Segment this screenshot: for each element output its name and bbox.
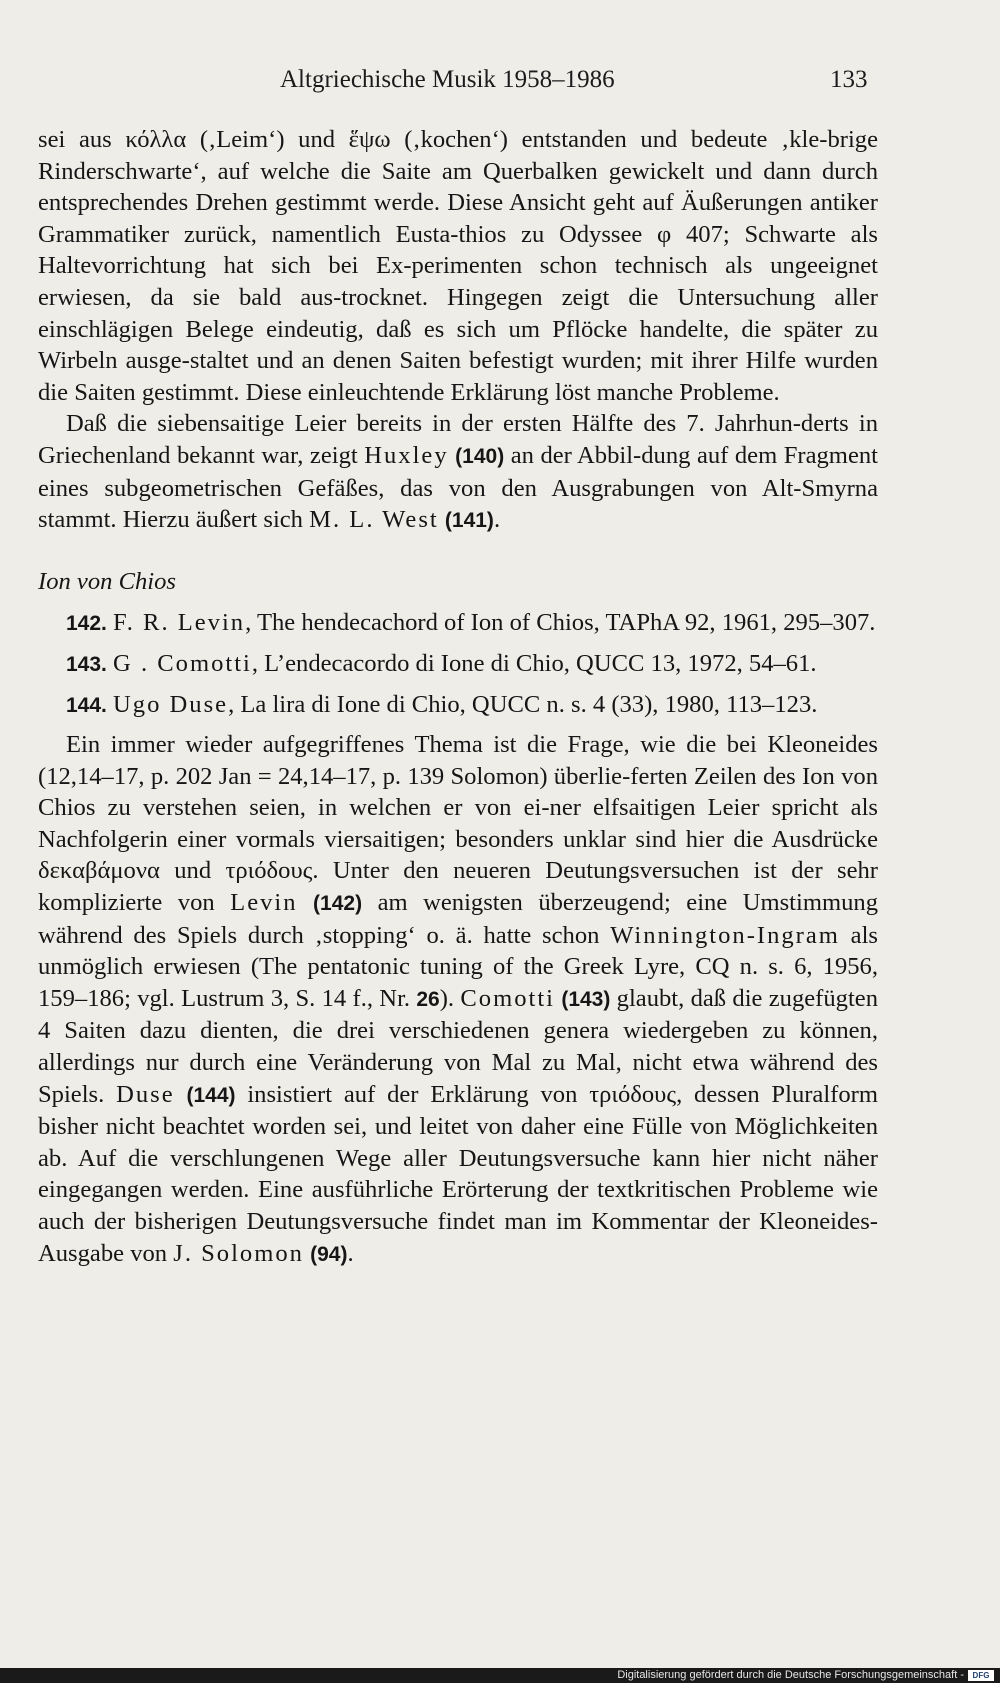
entry-number: 143. xyxy=(66,652,107,676)
reference-number: (141) xyxy=(444,509,494,533)
reference-number: (143) xyxy=(561,987,611,1011)
author-name: Duse xyxy=(116,1080,175,1108)
entry-author: G . Comotti xyxy=(113,649,252,677)
author-name: Huxley xyxy=(364,441,449,469)
author-name: Levin xyxy=(230,889,298,917)
page-body xyxy=(38,124,878,1270)
bibliography-entry xyxy=(38,607,878,640)
reference-number: (140) xyxy=(455,444,505,468)
paragraph-string-tuning: sei aus κόλλα (‚Leim‘) und ἕψω (‚kochen‘) entstanden und bedeute ‚kle-brige Rinderschwarte‘, auf welche die Saite am Querbalken gewickelt und dann durch entsprechendes Drehen gestimmt werde. Diese Ansicht geht auf Äußerungen antiker Grammatiker zurück, namentlich Eusta-thios zu Odyssee φ 407; Schwarte als Haltevorrichtung hat sich bei Ex-perimenten schon technisch als ungeeignet erwiesen, da sie bald aus-trocknet. Hingegen zeigt die Untersuchung aller einschlägigen Belege eindeutig, daß es sich um Pflöcke handelte, die später zu Wirbeln ausge-staltet und an denen Saiten befestigt wurden; mit ihrer Hilfe wurden die Saiten gestimmt. Diese einleuchtende Erklärung löst manche Probleme. xyxy=(38,126,878,406)
bibliography-entry xyxy=(38,648,878,681)
entry-citation: , La lira di Ione di Chio, QUCC n. s. 4 (33), 1980, 113–123. xyxy=(228,690,818,718)
entry-author: F. R. Levin xyxy=(113,609,246,637)
section-heading: Ion von Chios xyxy=(38,567,176,595)
reference-number: (144) xyxy=(186,1083,236,1107)
running-title: Altgriechische Musik 1958–1986 xyxy=(280,66,615,93)
page-header xyxy=(0,66,1000,100)
reference-number: (94) xyxy=(310,1242,348,1266)
dfg-logo-icon: DFG xyxy=(968,1670,994,1681)
digitization-footer xyxy=(0,1668,1000,1683)
paragraph-seven-string-lyre: Daß die siebensaitige Leier bereits in der ersten Hälfte des 7. Jahrhun-derts in Griechenland bekannt war, zeigt Huxley (140) an der Abbil-dung auf dem Fragment eines subgeometrischen Gefäßes, das von den Ausgrabungen von Alt-Smyrna stammt. Hierzu äußert sich M. L. West (141). xyxy=(38,410,878,534)
author-name: Winnington-Ingram xyxy=(610,921,840,949)
author-name: J. Solomon xyxy=(173,1239,304,1267)
entry-number: 144. xyxy=(66,693,107,717)
entry-citation: , The hendecachord of Ion of Chios, TAPhA 92, 1961, 295–307. xyxy=(245,609,876,637)
paragraph-ion-discussion: Ein immer wieder aufgegriffenes Thema ist die Frage, wie die bei Kleoneides (12,14–17, p. 202 Jan = 24,14–17, p. 139 Solomon) überlie-ferten Zeilen des Ion von Chios zu verstehen seien, in welchen er von ei-ner elfsaitigen Leier spricht als Nachfolgerin einer vormals viersaitigen; besonders unklar sind hier die Ausdrücke δεκαβάμονα und τριόδους. Unter den neueren Deutungsversuchen ist der sehr komplizierte von Levin (142) am wenigsten überzeugend; eine Umstimmung während des Spiels durch ‚stopping‘ o. ä. hatte schon Winnington-Ingram als unmöglich erwiesen (The pentatonic tuning of the Greek Lyre, CQ n. s. 6, 1956, 159–186; vgl. Lustrum 3, S. 14 f., Nr. 26). Comotti (143) glaubt, daß die zugefügten 4 Saiten dazu dienten, die drei verschiedenen genera wiedergeben zu können, allerdings nur durch eine Veränderung von Mal zu Mal, nicht etwa während des Spiels. Duse (144) insistiert auf der Erklärung von τριόδους, dessen Pluralform bisher nicht beachtet worden sei, und leitet von daher eine Fülle von Möglichkeiten ab. Auf die verschlungenen Wege aller Deutungsversuche kann hier nicht näher eingegangen werden. Eine ausführliche Erörterung der textkritischen Probleme wie auch der bisherigen Deutungsversuche findet man im Kommentar der Kleoneides-Ausgabe von J. Solomon (94). xyxy=(38,731,879,1267)
author-name: Comotti xyxy=(460,984,556,1012)
page-number: 133 xyxy=(830,66,868,93)
entry-author: Ugo Duse xyxy=(113,690,229,718)
reference-number: 26 xyxy=(416,987,440,1011)
footer-credit: Digitalisierung gefördert durch die Deutsche Forschungsgemeinschaft - xyxy=(617,1669,964,1681)
entry-citation: , L’endecacordo di Ione di Chio, QUCC 13, 1972, 54–61. xyxy=(251,649,817,677)
reference-number: (142) xyxy=(313,892,363,916)
bibliography-entry xyxy=(38,689,878,722)
author-name: M. L. West xyxy=(309,506,439,534)
entry-number: 142. xyxy=(66,612,107,636)
